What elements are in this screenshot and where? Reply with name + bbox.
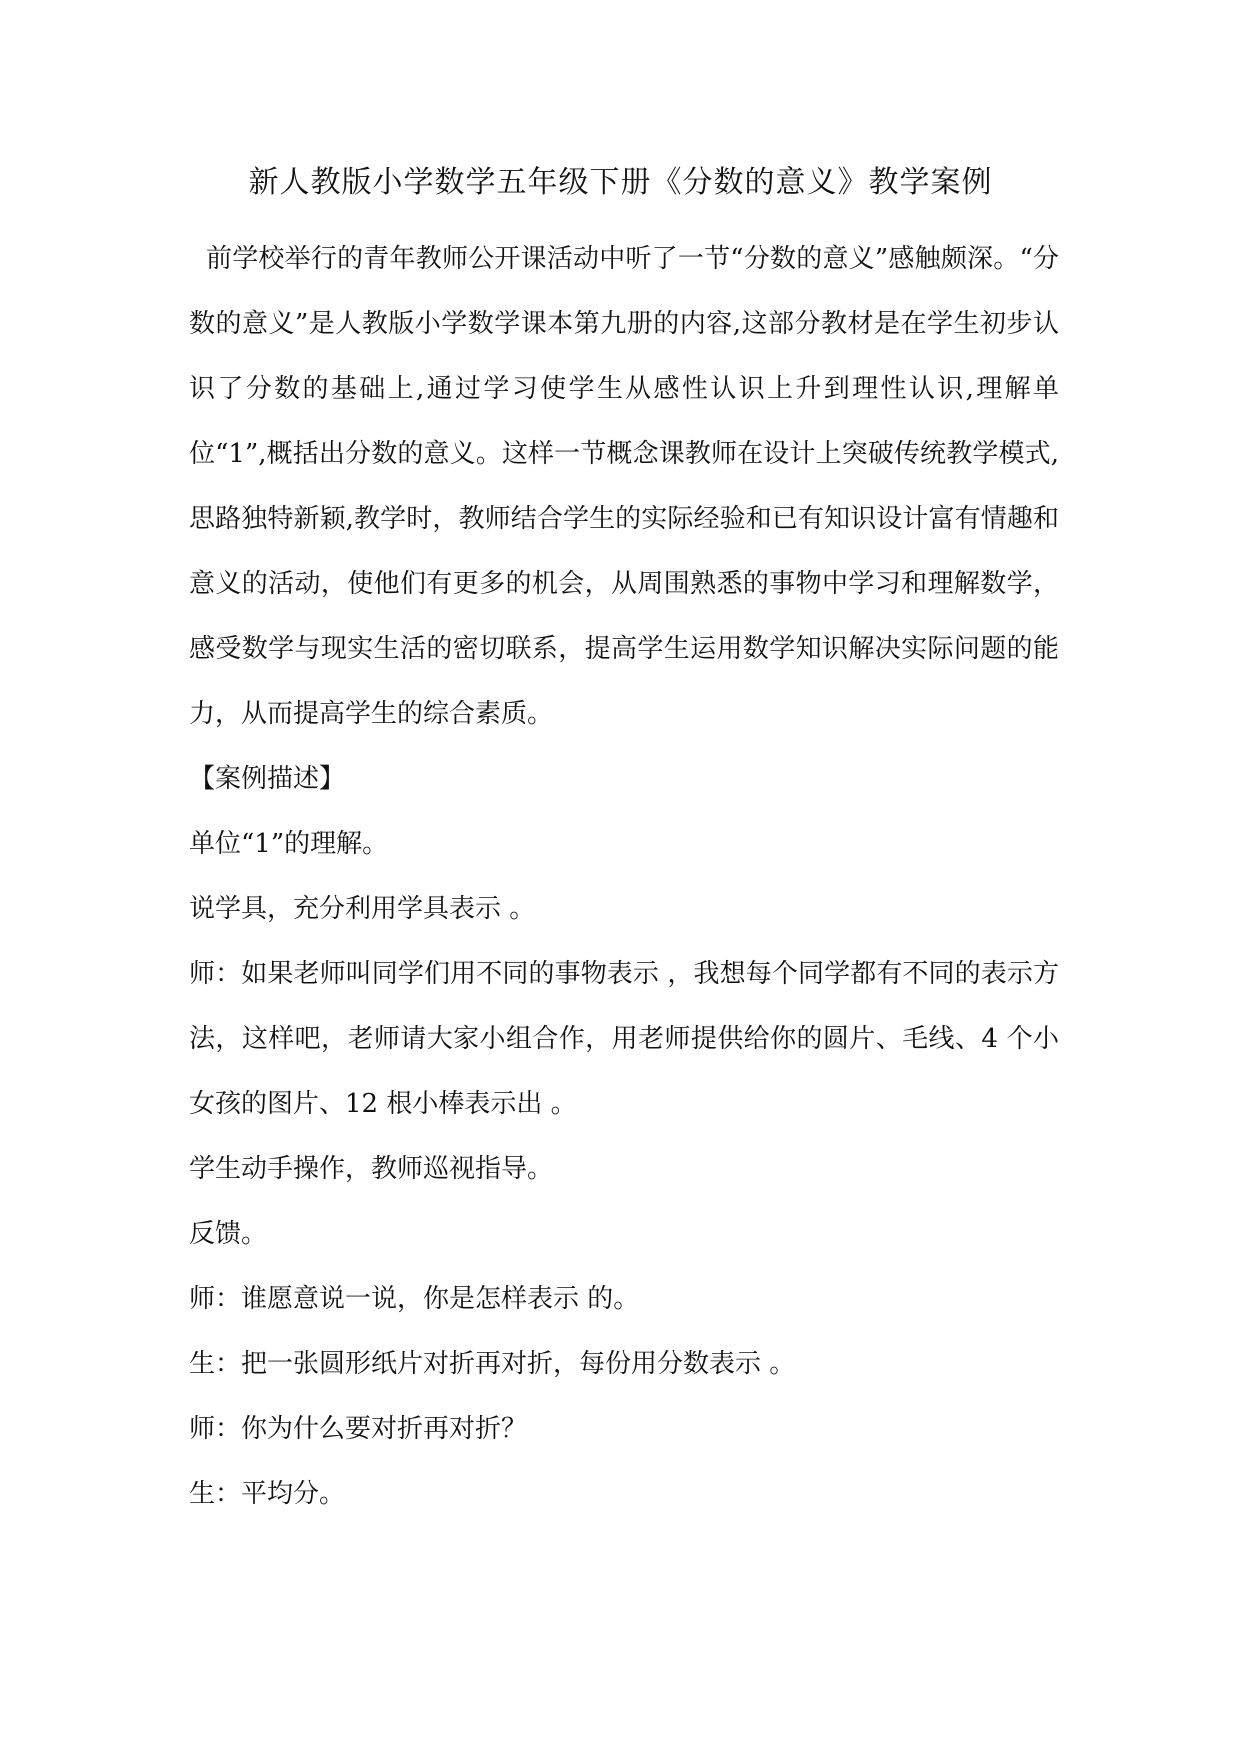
document-body xyxy=(189,227,1059,1527)
paragraph-teacher-question-1: 师：谁愿意说一说，你是怎样表示 的。 xyxy=(189,1284,640,1314)
paragraph-feedback: 反馈。 xyxy=(189,1219,268,1249)
paragraph-student-answer-2: 生：平均分。 xyxy=(189,1479,346,1509)
intro-paragraph: 前学校举行的青年教师公开课活动中听了一节“分数的意义”感触颇深。“分数的意义”是人教版小学数学课本第九册的内容,这部分教材是在学生初步认识了分数的基础上,通过学习使学生从感性认识上升到理性认识,理解单位“1”,概括出分数的意义。这样一节概念课教师在设计上突破传统教学模式,思路独特新颖,教学时，教师结合学生的实际经验和已有知识设计富有情趣和意义的活动，使他们有更多的机会，从周围熟悉的事物中学习和理解数学，感受数学与现实生活的密切联系，提高学生运用数学知识解决实际问题的能力，从而提高学生的综合素质。 xyxy=(189,244,1059,729)
paragraph-teacher-question-2: 师：你为什么要对折再对折？ xyxy=(189,1414,528,1444)
paragraph-student-answer-1: 生：把一张圆形纸片对折再对折，每份用分数表示 。 xyxy=(189,1349,796,1379)
paragraph-teaching-aids: 说学具，充分利用学具表示 。 xyxy=(189,894,536,924)
section-heading: 【案例描述】 xyxy=(189,764,346,794)
paragraph-student-operation: 学生动手操作，教师巡视指导。 xyxy=(189,1154,554,1184)
paragraph-unit-one: 单位“1”的理解。 xyxy=(189,829,389,859)
paragraph-teacher-instruction: 师：如果老师叫同学们用不同的事物表示 ，我想每个同学都有不同的表示方法，这样吧，老师请大家小组合作，用老师提供给你的圆片、毛线、4 个小女孩的图片、12 根小棒表示出 。 xyxy=(189,959,1059,1119)
document-title: 新人教版小学数学五年级下册《分数的意义》教学案例 xyxy=(248,165,993,200)
